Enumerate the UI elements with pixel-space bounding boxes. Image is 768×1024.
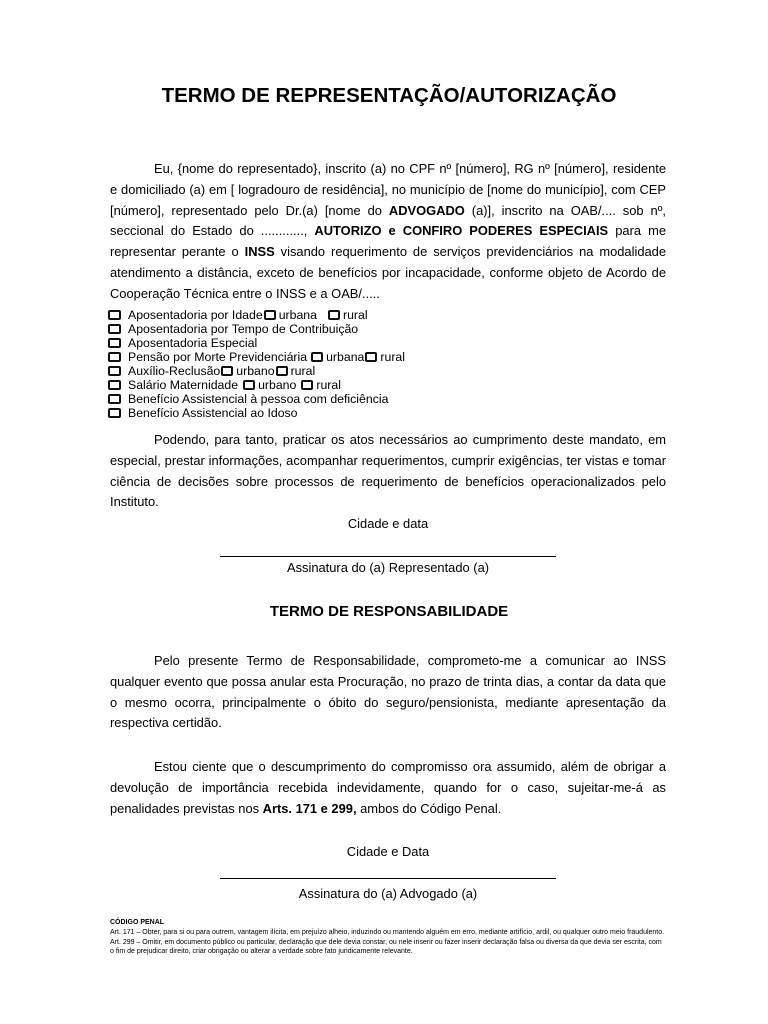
- checklist-label: urbana: [278, 308, 317, 322]
- signature-line: [220, 878, 556, 879]
- checkbox-salario-rural[interactable]: [301, 380, 313, 390]
- checkbox-auxilio[interactable]: [108, 366, 121, 376]
- paragraph-text: ambos do Código Penal.: [356, 800, 502, 816]
- footnote-art299: Art. 299 – Omitir, em documento público ou particular, declaração que dele devia constar, ou nele inserir ou fazer inserir declaração falsa ou diversa da que devia ser escrita, com o fim de prejudicar direito, criar obrigação ou alterar a verdade sobre fato juridicamente relevante.: [110, 938, 662, 956]
- paragraph-text: para me representar perante o: [110, 223, 667, 260]
- checkbox-idade[interactable]: [108, 310, 121, 320]
- checkbox-auxilio-rural[interactable]: [276, 366, 288, 376]
- checkbox-salario-urbano[interactable]: [243, 380, 255, 390]
- footnote-art171: Art. 171 – Obter, para si ou para outrem, vantagem ilícita, em prejuízo alheio, induzindo ou mantendo alguém em erro, mediante artifício, ardil, ou qualquer outro meio fraudulento.: [110, 928, 665, 936]
- checkbox-salario[interactable]: [108, 380, 121, 390]
- checkbox-especial[interactable]: [108, 338, 121, 348]
- checklist-label: urbano: [258, 378, 297, 392]
- penal-code-footnote: [110, 918, 666, 957]
- signature-label-representado: Assinatura do (a) Representado (a): [286, 560, 490, 575]
- mandate-paragraph: [110, 430, 666, 513]
- authorization-paragraph: [110, 159, 666, 305]
- checklist-label: rural: [342, 308, 368, 322]
- checklist-label: urbana: [326, 350, 365, 364]
- checkbox-idade-urbana[interactable]: [264, 310, 276, 320]
- section-title: TERMO DE RESPONSABILIDADE: [269, 603, 509, 620]
- checkbox-auxilio-urbano[interactable]: [221, 366, 233, 376]
- checklist-label: Aposentadoria por Tempo de Contribuição: [128, 322, 359, 336]
- checklist-item-pensao: [108, 350, 405, 364]
- checklist-item-bpc-deficiencia: [108, 392, 405, 406]
- checklist-item-bpc-idoso: [108, 406, 405, 420]
- responsibility-paragraph: [110, 651, 666, 734]
- benefit-checklist: [108, 308, 405, 420]
- arts-bold: Arts. 171 e 299,: [262, 800, 357, 816]
- footnote-title: CÓDIGO PENAL: [110, 919, 165, 926]
- checklist-label: Benefício Assistencial ao Idoso: [128, 406, 298, 420]
- paragraph-text: Estou ciente que o descumprimento do compromisso ora assumido, além de obrigar a devolução de importância recebida indevidamente, quando for o caso, sujeitar-me-á as penalidades previstas nos: [110, 759, 666, 816]
- checkbox-tempo[interactable]: [108, 324, 121, 334]
- checklist-label: Aposentadoria Especial: [128, 336, 258, 350]
- checklist-label: rural: [290, 364, 316, 378]
- penalty-paragraph: [110, 757, 666, 819]
- checkbox-pensao-urbana[interactable]: [311, 352, 323, 362]
- inss-bold: INSS: [244, 244, 275, 260]
- paragraph-text: Podendo, para tanto, praticar os atos necessários ao cumprimento deste mandato, em especial, prestar informações, acompanhar requerimentos, cumprir exigências, ter vistas e tomar ciência de decisões sobre processos de requerimento de benefícios operacionalizados pelo Instituto.: [110, 432, 666, 510]
- checkbox-bpc-idoso[interactable]: [108, 408, 121, 418]
- paragraph-text: Eu, {nome do representado}, inscrito (a) no CPF nº [número], RG nº [número], residente e domiciliado (a) em [ logradouro de residência], no município de [nome do município], com CEP [número], representado pelo Dr.(a) [nome do: [110, 161, 666, 218]
- checklist-item-idade: [108, 308, 405, 322]
- city-date-label: Cidade e data: [347, 516, 429, 531]
- checklist-item-tempo: [108, 322, 405, 336]
- signature-line: [220, 556, 556, 557]
- checklist-label: Auxílio-Reclusão: [128, 364, 221, 378]
- checklist-item-auxilio: [108, 364, 405, 378]
- document-title: TERMO DE REPRESENTAÇÃO/AUTORIZAÇÃO: [161, 84, 617, 107]
- checklist-label: rural: [316, 378, 341, 392]
- checklist-item-especial: [108, 336, 405, 350]
- checklist-item-salario: [108, 378, 405, 392]
- autorizo-bold: AUTORIZO e CONFIRO PODERES ESPECIAIS: [314, 223, 609, 239]
- checkbox-pensao[interactable]: [108, 352, 121, 362]
- checkbox-bpc-deficiencia[interactable]: [108, 394, 121, 404]
- checklist-label: rural: [380, 350, 405, 364]
- signature-label-advogado: Assinatura do (a) Advogado (a): [298, 886, 478, 901]
- checklist-label: Aposentadoria por Idade: [128, 308, 263, 322]
- advogado-bold: ADVOGADO: [388, 202, 465, 218]
- paragraph-text: visando requerimento de serviços previdenciários na modalidade atendimento a distância, exceto de benefícios por incapacidade, conforme objeto de Acordo de Cooperação Técnica entre o INSS e a OAB/.....: [110, 244, 666, 301]
- checklist-label: Benefício Assistencial à pessoa com deficiência: [128, 392, 389, 406]
- paragraph-text: (a)], inscrito na OAB/.... sob nº, seccional do Estado do ............,: [110, 202, 667, 239]
- city-date-label: Cidade e Data: [346, 844, 430, 859]
- checklist-label: urbano: [236, 364, 275, 378]
- checklist-label: Salário Maternidade: [128, 378, 239, 392]
- checkbox-idade-rural[interactable]: [328, 310, 340, 320]
- checkbox-pensao-rural[interactable]: [365, 352, 377, 362]
- paragraph-text: Pelo presente Termo de Responsabilidade, comprometo-me a comunicar ao INSS qualquer evento que possa anular esta Procuração, no prazo de trinta dias, a contar da data que o mesmo ocorra, principalmente o óbito do seguro/pensionista, mediante apresentação da respectiva certidão.: [110, 653, 666, 731]
- checklist-label: Pensão por Morte Previdenciária: [128, 350, 308, 364]
